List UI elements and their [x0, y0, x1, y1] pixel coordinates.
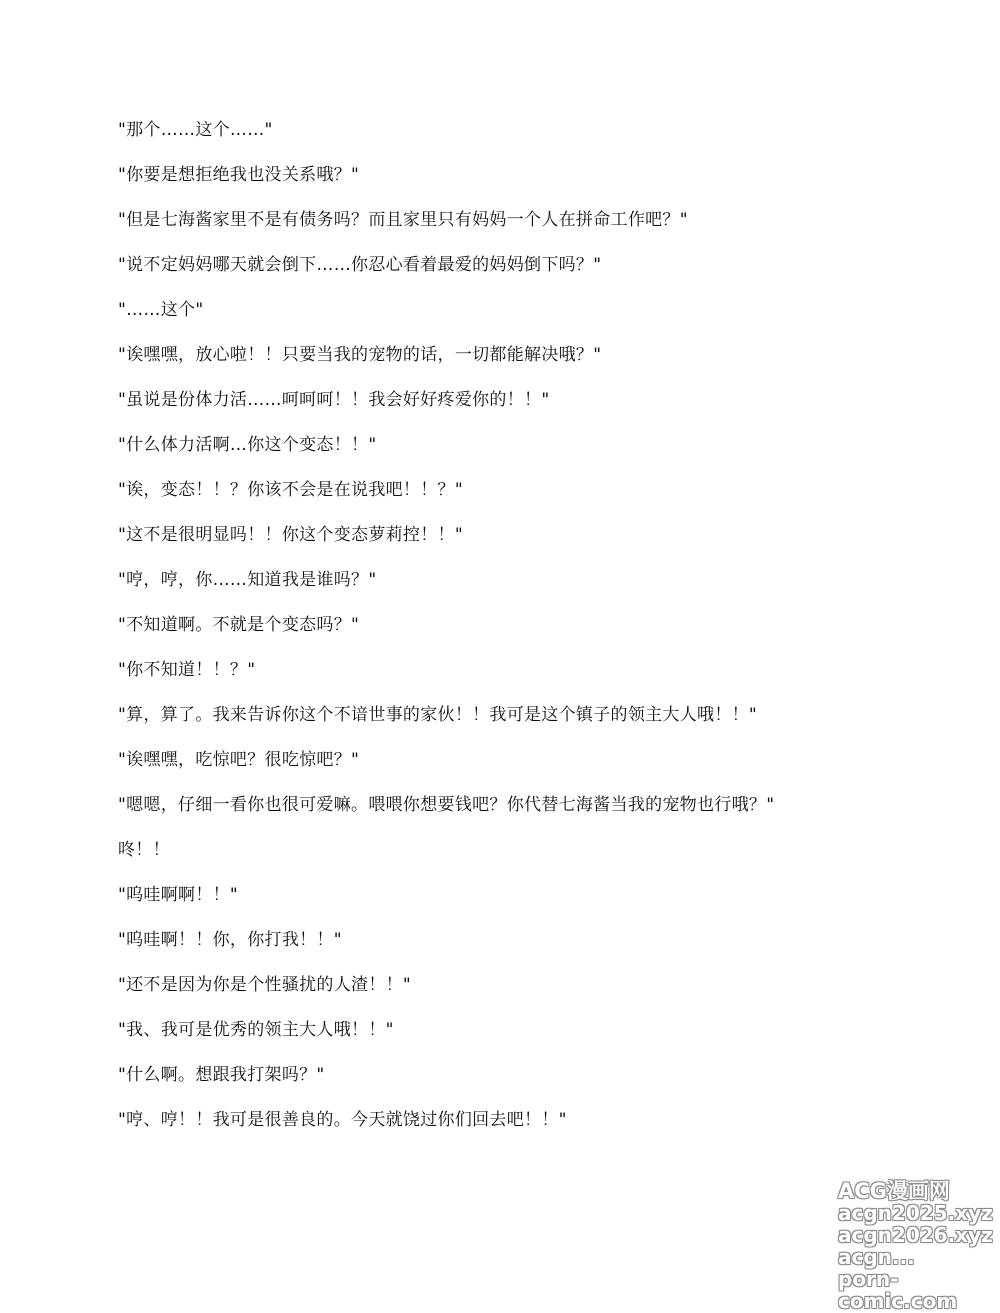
dialogue-line: "诶，变态！！？你该不会是在说我吧！！？": [118, 480, 463, 500]
dialogue-line: "诶嘿嘿，放心啦！！只要当我的宠物的话，一切都能解决哦？": [118, 345, 602, 365]
watermark-line: acgn2026.xyz: [838, 1223, 993, 1247]
dialogue-line: "什么体力活啊…你这个变态！！": [118, 435, 377, 455]
dialogue-line: "呜哇啊！！你，你打我！！": [118, 930, 342, 950]
dialogue-line: "什么啊。想跟我打架吗？": [118, 1065, 325, 1085]
dialogue-line: "哼，哼，你……知道我是谁吗？": [118, 570, 377, 590]
watermark-line: porn-comic.com: [838, 1267, 958, 1313]
watermark-line: ACG漫画网: [838, 1179, 950, 1203]
dialogue-line: "呜哇啊啊！！": [118, 885, 239, 905]
dialogue-line: "诶嘿嘿，吃惊吧？很吃惊吧？": [118, 750, 360, 770]
dialogue-line: "但是七海酱家里不是有债务吗？而且家里只有妈妈一个人在拼命工作吧？": [118, 210, 688, 230]
dialogue-line: "哼、哼！！我可是很善良的。今天就饶过你们回去吧！！": [118, 1110, 567, 1130]
dialogue-line: "那个……这个……": [118, 120, 273, 140]
dialogue-line: "你要是想拒绝我也没关系哦？": [118, 165, 360, 185]
dialogue-line: "你不知道！！？": [118, 660, 256, 680]
dialogue-line: "我、我可是优秀的领主大人哦！！": [118, 1020, 394, 1040]
dialogue-line: 咚！！: [118, 840, 170, 860]
dialogue-line: "算，算了。我来告诉你这个不谙世事的家伙！！我可是这个镇子的领主大人哦！！": [118, 705, 758, 725]
dialogue-line: "不知道啊。不就是个变态吗？": [118, 615, 360, 635]
dialogue-line: "这不是很明显吗！！你这个变态萝莉控！！": [118, 525, 463, 545]
dialogue-line: "还不是因为你是个性骚扰的人渣！！": [118, 975, 412, 995]
watermark-line: acgn2025.xyz: [838, 1201, 993, 1225]
watermark-line: acgn...: [838, 1245, 915, 1269]
dialogue-line: "说不定妈妈哪天就会倒下……你忍心看着最爱的妈妈倒下吗？": [118, 255, 602, 275]
dialogue-line: "虽说是份体力活……呵呵呵！！我会好好疼爱你的！！": [118, 390, 550, 410]
dialogue-line: "嗯嗯，仔细一看你也很可爱嘛。喂喂你想要钱吧？你代替七海酱当我的宠物也行哦？": [118, 795, 775, 815]
dialogue-line: "……这个": [118, 300, 204, 320]
site-watermark: [838, 1179, 993, 1313]
dialogue-text: [118, 114, 978, 1149]
